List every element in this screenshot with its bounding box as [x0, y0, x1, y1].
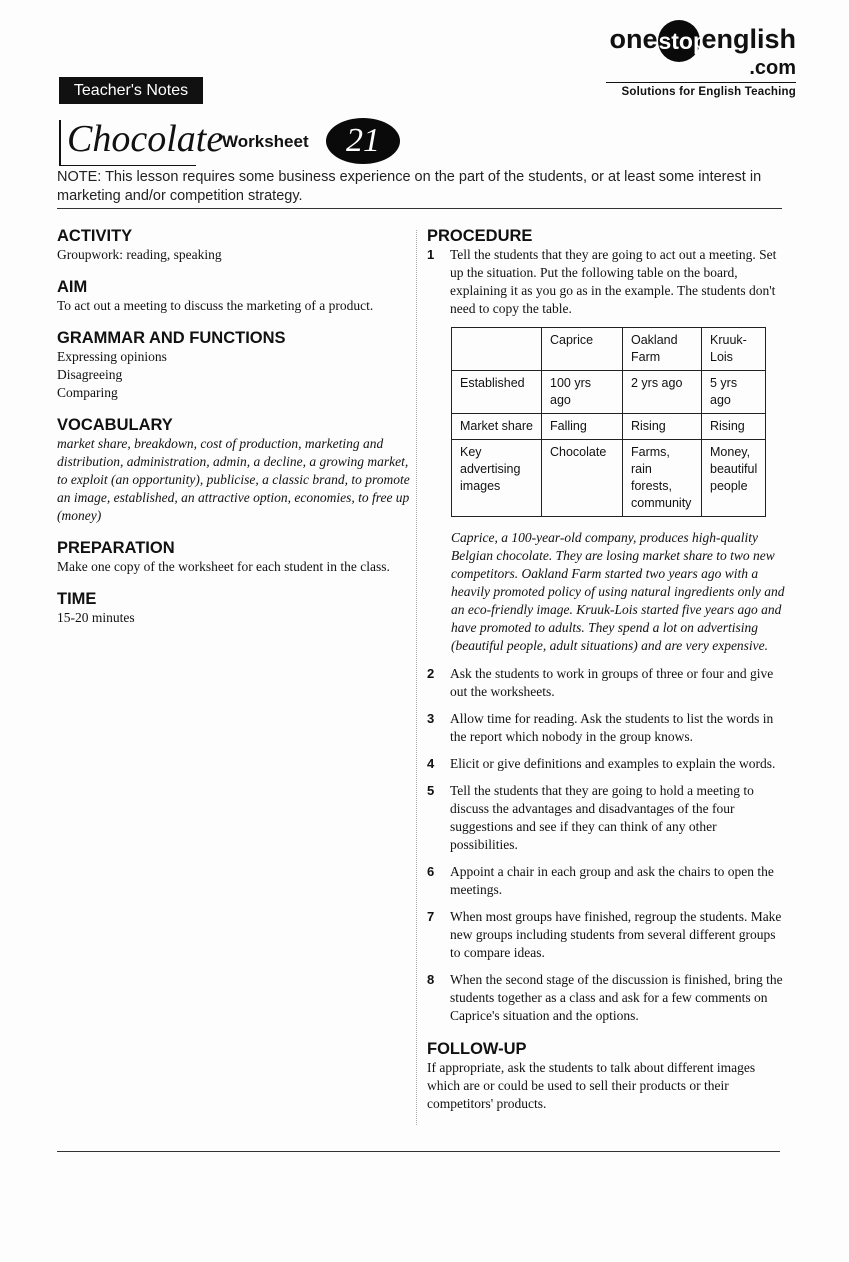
- table-cell: Kruuk-Lois: [702, 328, 766, 371]
- table-cell: 2 yrs ago: [623, 371, 702, 414]
- aim-heading: AIM: [57, 278, 88, 296]
- table-row: [452, 414, 766, 440]
- table-cell: Falling: [542, 414, 623, 440]
- top-divider: [57, 208, 782, 209]
- step-number: 4: [427, 756, 435, 771]
- step-number: 8: [427, 972, 435, 987]
- table-row: [452, 371, 766, 414]
- step-text: Tell the students that they are going to act out a meeting. Set up the situation. Put the following table on the board, explaining it as you go as in the example. The students don't need to copy the table.: [450, 247, 777, 316]
- grammar-item: Expressing opinions: [57, 349, 167, 364]
- activity-section: [57, 226, 412, 264]
- vocabulary-section: [57, 415, 412, 525]
- procedure-step: [427, 782, 787, 854]
- step-text: Allow time for reading. Ask the students to list the words in the report which nobody in the group knows.: [450, 711, 774, 744]
- table-cell: Key advertising images: [452, 440, 542, 517]
- logo-tagline: Solutions for English Teaching: [621, 86, 796, 98]
- table-cell: [452, 328, 542, 371]
- preparation-heading: PREPARATION: [57, 539, 175, 557]
- step-text: When most groups have finished, regroup the students. Make new groups including students from several different groups to compare ideas.: [450, 909, 782, 960]
- activity-heading: ACTIVITY: [57, 227, 133, 245]
- logo-word-english: english: [701, 24, 796, 55]
- step-text: Tell the students that they are going to hold a meeting to discuss the advantages and disadvantages of the four suggestions and see if they can think of any other possibilities.: [450, 783, 754, 852]
- procedure-step: [427, 908, 787, 962]
- grammar-item: Comparing: [57, 385, 118, 400]
- vocabulary-text: market share, breakdown, cost of production, marketing and distribution, administration, admin, a decline, a growing market, to exploit (an opportunity), publicise, a classic brand, to promote an image, established, an attractive option, economies, to free up (money): [57, 436, 410, 523]
- procedure-step: [427, 863, 787, 899]
- right-column: [427, 226, 787, 1113]
- page-title: Chocolate: [67, 118, 224, 160]
- logo-word-stop: stop: [658, 20, 700, 62]
- table-cell: Established: [452, 371, 542, 414]
- step-text: Elicit or give definitions and examples to explain the words.: [450, 756, 776, 771]
- worksheet-label: Worksheet: [222, 132, 309, 151]
- aim-section: [57, 277, 412, 315]
- procedure-step: [427, 246, 787, 318]
- grammar-section: [57, 328, 412, 402]
- step-number: 1: [427, 247, 435, 262]
- step-number: 6: [427, 864, 435, 879]
- time-text: 15-20 minutes: [57, 610, 135, 625]
- procedure-step: [427, 971, 787, 1025]
- teachers-notes-tab: Teacher's Notes: [59, 77, 203, 104]
- step-text: When the second stage of the discussion is finished, bring the students together as a class and ask for a few comments on Caprice's situation and the options.: [450, 972, 783, 1023]
- table-cell: Market share: [452, 414, 542, 440]
- step-text: Appoint a chair in each group and ask the chairs to open the meetings.: [450, 864, 774, 897]
- example-paragraph: Caprice, a 100-year-old company, produces high-quality Belgian chocolate. They are losing market share to two new competitors. Oakland Farm started two years ago with a heavily promoted policy of using natural ingredients only and an eco-friendly image. Kruuk-Lois started five years ago and have promoted to adults. They spend a lot on advertising (beautiful people, adult situations) and are very expensive.: [451, 530, 785, 653]
- logo-rule: [606, 82, 796, 83]
- logo-dot-com: .com: [749, 57, 796, 79]
- step-text: Ask the students to work in groups of three or four and give out the worksheets.: [450, 666, 774, 699]
- comparison-table: [451, 327, 766, 517]
- column-divider: [416, 230, 417, 1125]
- title-underline: [59, 165, 196, 166]
- followup-section: [427, 1039, 787, 1113]
- time-section: [57, 589, 412, 627]
- table-cell: 5 yrs ago: [702, 371, 766, 414]
- followup-heading: FOLLOW-UP: [427, 1040, 527, 1058]
- table-cell: Money, beautiful people: [702, 440, 766, 517]
- preparation-section: [57, 538, 412, 576]
- procedure-step: [427, 710, 787, 746]
- logo-word-one: one: [609, 24, 658, 55]
- table-cell: 100 yrs ago: [542, 371, 623, 414]
- lesson-note: NOTE: This lesson requires some business experience on the part of the students, or at least some interest in marketing and/or competition strategy.: [57, 169, 762, 204]
- table-cell: Rising: [702, 414, 766, 440]
- table-cell: Rising: [623, 414, 702, 440]
- step-number: 3: [427, 711, 435, 726]
- procedure-step: [427, 665, 787, 701]
- table-cell: Caprice: [542, 328, 623, 371]
- brand-logo: [606, 20, 796, 98]
- step-number: 7: [427, 909, 435, 924]
- activity-text: Groupwork: reading, speaking: [57, 247, 222, 262]
- time-heading: TIME: [57, 590, 97, 608]
- left-column: [57, 226, 412, 640]
- step-number: 2: [427, 666, 435, 681]
- preparation-text: Make one copy of the worksheet for each student in the class.: [57, 559, 390, 574]
- bottom-divider: [57, 1151, 780, 1152]
- table-cell: Oakland Farm: [623, 328, 702, 371]
- table-cell: Chocolate: [542, 440, 623, 517]
- grammar-heading: GRAMMAR AND FUNCTIONS: [57, 329, 286, 347]
- table-header-row: [452, 328, 766, 371]
- title-bar: [59, 120, 61, 166]
- vocabulary-heading: VOCABULARY: [57, 416, 173, 434]
- procedure-step: [427, 755, 787, 773]
- procedure-heading: PROCEDURE: [427, 227, 533, 245]
- table-row: [452, 440, 766, 517]
- step-number: 5: [427, 783, 435, 798]
- grammar-item: Disagreeing: [57, 367, 123, 382]
- worksheet-number-badge: 21: [326, 118, 400, 164]
- followup-text: If appropriate, ask the students to talk about different images which are or could be used to sell their products or their competitors' products.: [427, 1060, 756, 1111]
- table-cell: Farms, rain forests, community: [623, 440, 702, 517]
- aim-text: To act out a meeting to discuss the marketing of a product.: [57, 298, 374, 313]
